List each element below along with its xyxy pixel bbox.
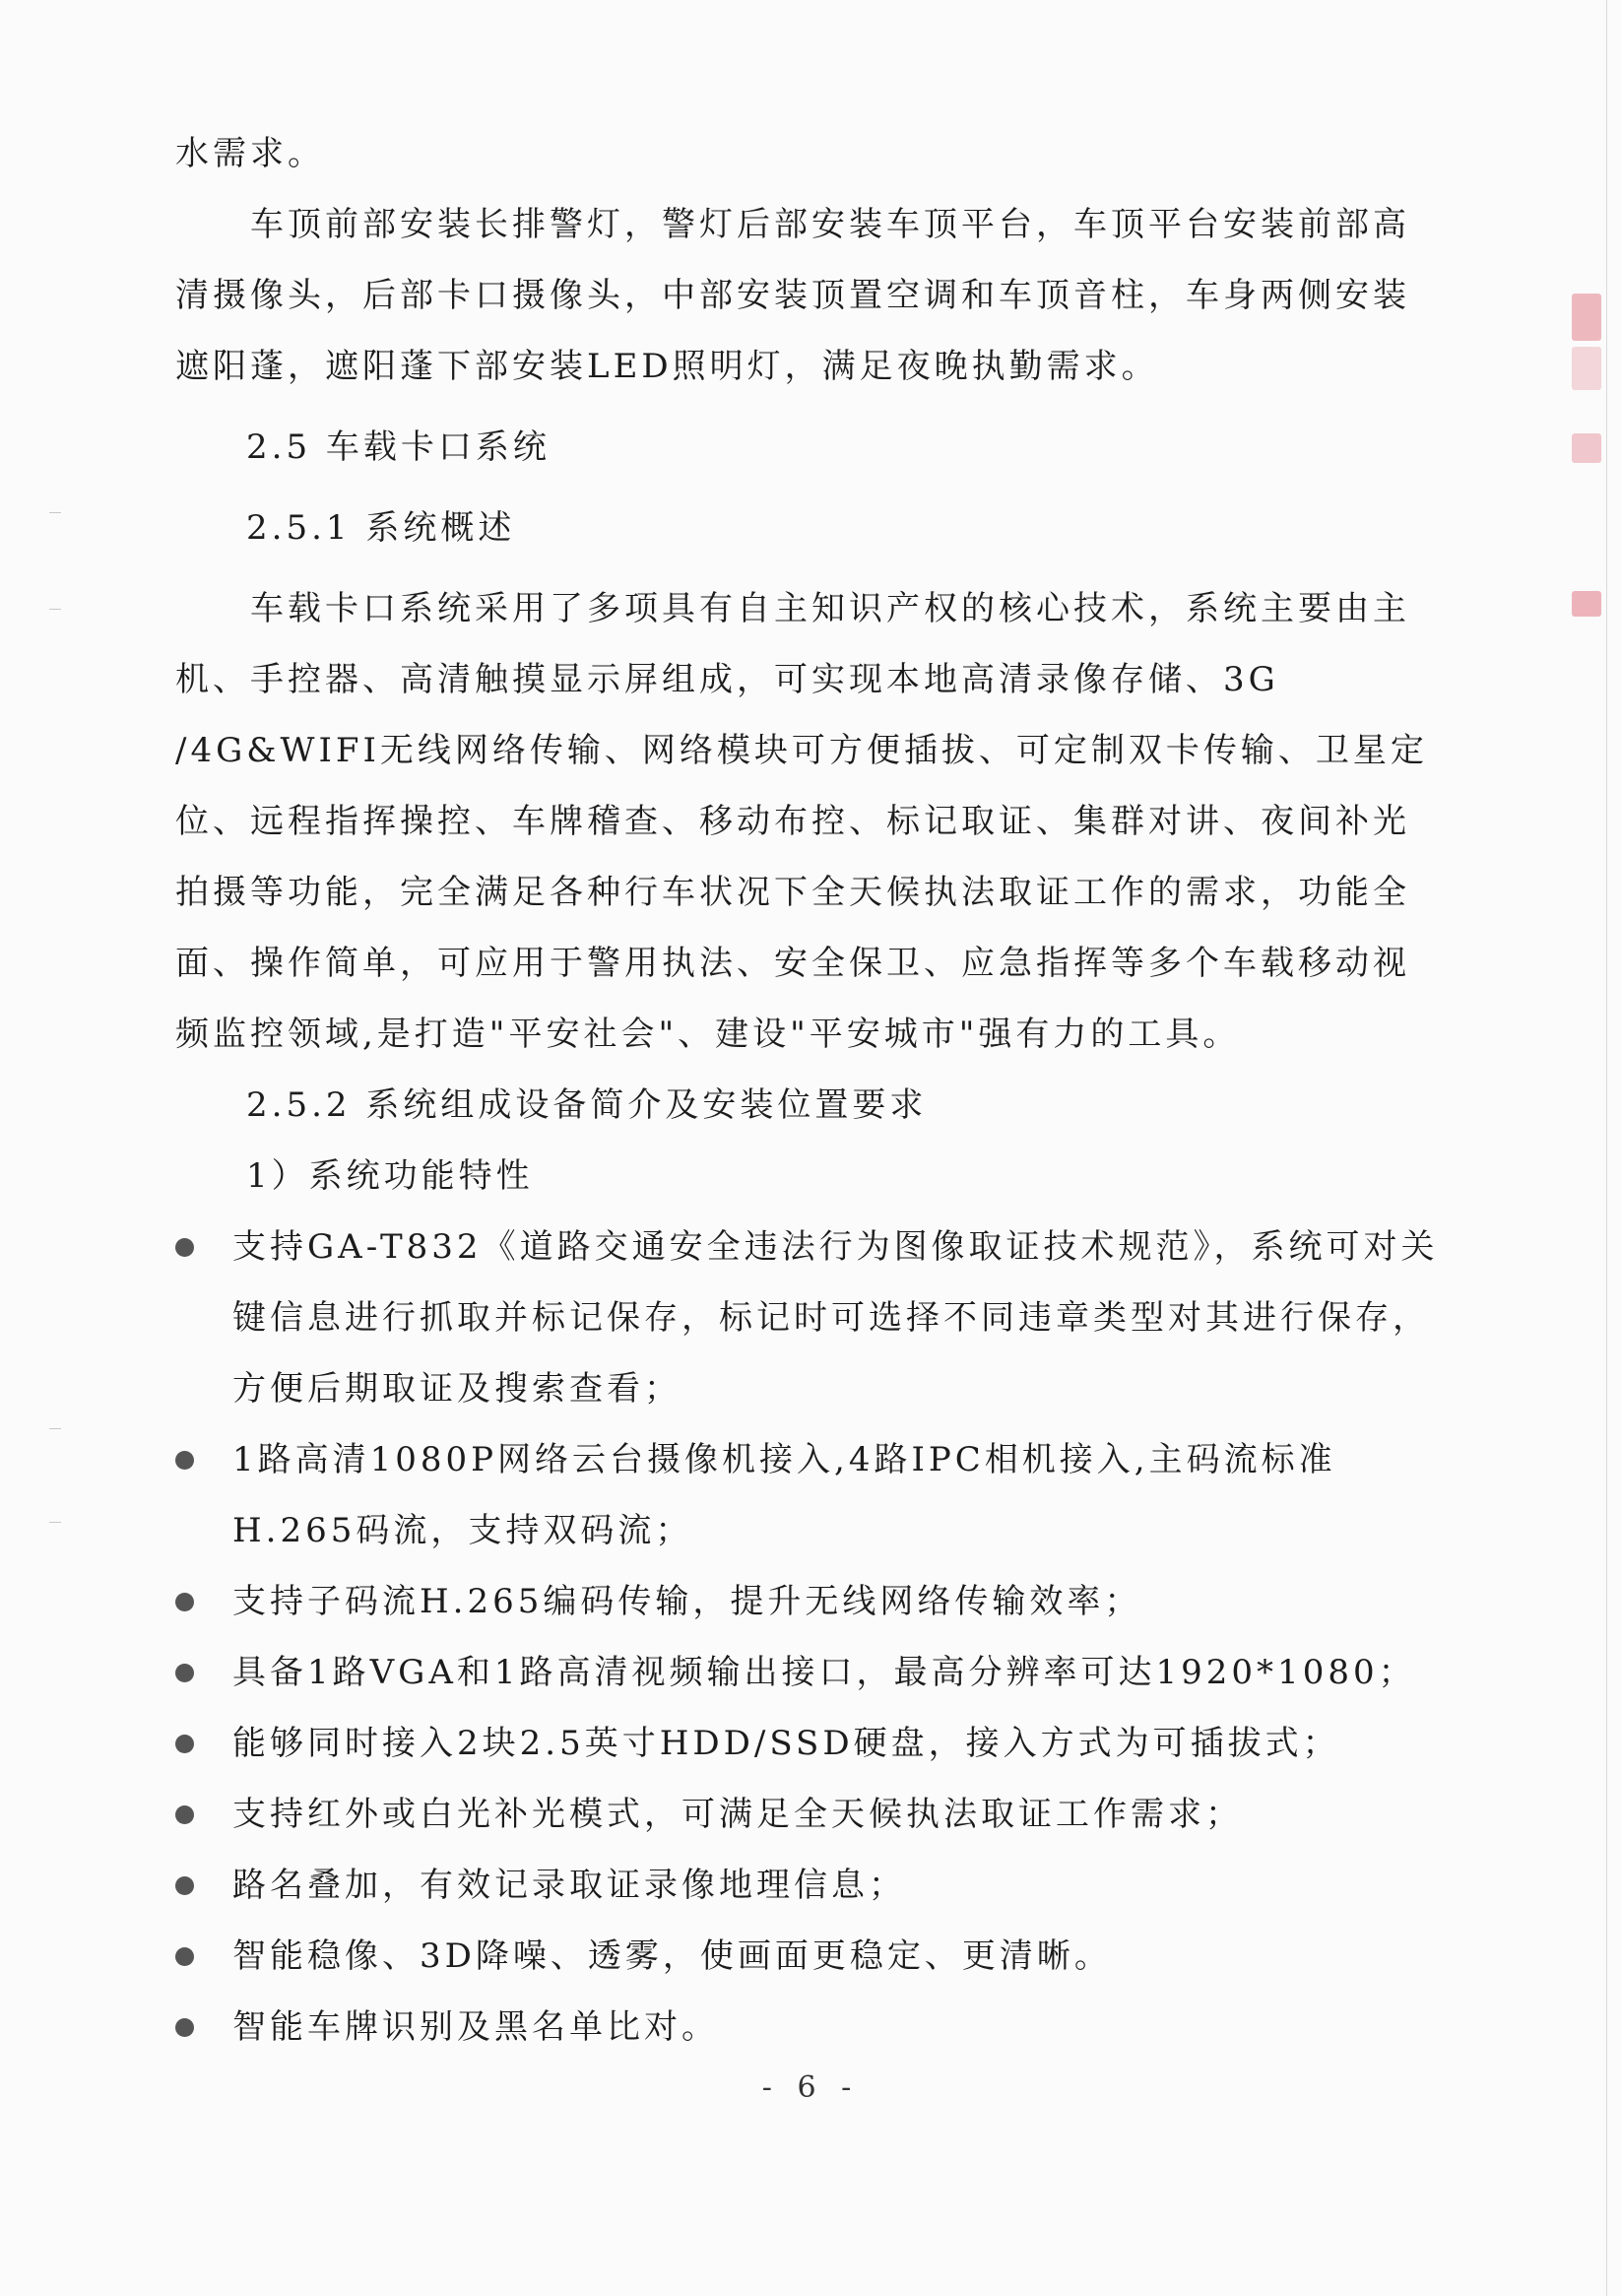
list-item-text: 智能稳像、3D降噪、透雾，使画面更稳定、更清晰。 — [232, 1936, 1112, 1976]
bullet-icon — [175, 1593, 194, 1611]
bullet-icon — [175, 1947, 194, 1966]
bullet-icon — [175, 1735, 194, 1753]
document-body — [175, 118, 1446, 2063]
list-item-text: 智能车牌识别及黑名单比对。 — [232, 2007, 719, 2047]
list-item — [175, 1850, 1446, 1921]
bullet-icon — [175, 1876, 194, 1895]
paragraph-system-overview: 车载卡口系统采用了多项具有自主知识产权的核心技术，系统主要由主机、手控器、高清触摸显示屏组成，可实现本地高清录像存储、3G /4G&WIFI无线网络传输、网络模块可方便插拔、可定制双卡传输、卫星定位、远程指挥操控、车牌稽查、移动布控、标记取证、集群对讲、夜间补光拍摄等功能，完全满足各种行车状况下全天候执法取证工作的需求，功能全面、操作简单，可应用于警用执法、安全保卫、应急指挥等多个车载移动视频监控领域,是打造"平安社会"、建设"平安城市"强有力的工具。 — [175, 589, 1428, 1054]
seal-fragment — [1572, 433, 1601, 463]
bullet-icon — [175, 1238, 194, 1257]
list-item-text: 支持红外或白光补光模式，可满足全天候执法取证工作需求； — [232, 1795, 1243, 1834]
page-number: - 6 - — [761, 2070, 860, 2105]
page-edge-line — [1606, 0, 1607, 2296]
feature-list — [175, 1212, 1446, 2063]
list-item-text: 支持GA-T832《道路交通安全违法行为图像取证技术规范》，系统可对关键信息进行抓取并标记保存，标记时可选择不同违章类型对其进行保存，方便后期取证及搜索查看； — [232, 1227, 1439, 1409]
section-heading-2-5-2: 2.5.2 系统组成设备简介及安装位置要求 — [246, 1085, 928, 1125]
scan-speck — [49, 1428, 61, 1429]
seal-fragment — [1572, 347, 1601, 390]
scan-speck — [49, 1522, 61, 1523]
bullet-icon — [175, 1664, 194, 1682]
list-item-text: 支持子码流H.265编码传输，提升无线网络传输效率； — [232, 1582, 1142, 1621]
list-item — [175, 1921, 1446, 1992]
paragraph-roof-equipment: 车顶前部安装长排警灯，警灯后部安装车顶平台，车顶平台安装前部高清摄像头，后部卡口摄像头，中部安装顶置空调和车顶音柱，车身两侧安装遮阳蓬，遮阳蓬下部安装LED照明灯，满足夜晚执勤需求。 — [175, 205, 1410, 386]
list-item — [175, 1212, 1446, 1424]
list-item — [175, 1708, 1446, 1779]
bullet-icon — [175, 1451, 194, 1470]
list-item-text: 路名叠加，有效记录取证录像地理信息； — [232, 1866, 906, 1905]
paragraph-continuation: 水需求。 — [175, 134, 325, 173]
list-item — [175, 1992, 1446, 2063]
list-item — [175, 1424, 1446, 1566]
section-heading-2-5-1: 2.5.1 系统概述 — [246, 508, 516, 548]
list-item — [175, 1566, 1446, 1637]
scan-speck — [49, 609, 61, 610]
bullet-icon — [175, 1805, 194, 1824]
list-item-text: 能够同时接入2块2.5英寸HDD/SSD硬盘，接入方式为可插拔式； — [232, 1724, 1340, 1763]
seal-fragment — [1572, 591, 1601, 617]
list-item — [175, 1779, 1446, 1850]
scan-speck — [49, 512, 61, 513]
list-item-text: 1路高清1080P网络云台摄像机接入,4路IPC相机接入,主码流标准H.265码流，支持双码流； — [232, 1440, 1336, 1550]
list-item-text: 具备1路VGA和1路高清视频输出接口，最高分辨率可达1920*1080； — [232, 1653, 1416, 1692]
subheading-function-features: 1）系统功能特性 — [246, 1156, 534, 1196]
seal-fragment — [1572, 294, 1601, 341]
bullet-icon — [175, 2018, 194, 2037]
section-heading-2-5: 2.5 车载卡口系统 — [246, 427, 551, 467]
list-item — [175, 1637, 1446, 1708]
